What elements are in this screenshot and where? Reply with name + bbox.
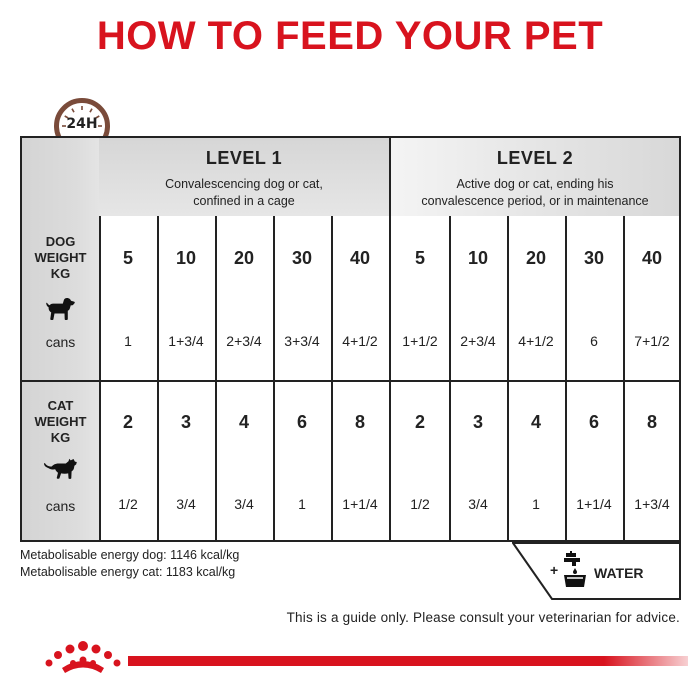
cat-weight-cell: 6 bbox=[296, 412, 307, 432]
cat-cans-label: cans bbox=[45, 498, 76, 514]
cat-weight-cell: 3 bbox=[180, 412, 191, 432]
cat-weight-cell: 8 bbox=[646, 412, 657, 432]
dog-weight-cell: 5 bbox=[122, 248, 133, 268]
energy-cat-text: Metabolisable energy cat: 1183 kcal/kg bbox=[20, 565, 236, 579]
water-tap-bowl-icon bbox=[562, 551, 588, 589]
dog-weight-cell: 30 bbox=[583, 248, 605, 268]
level-1-title: LEVEL 1 bbox=[205, 148, 283, 168]
cat-cans-cell: 1+1/4 bbox=[342, 496, 378, 512]
dog-cans-cell: 1 bbox=[124, 333, 132, 349]
dog-weight-cell: 10 bbox=[467, 248, 489, 268]
cat-cans-cell: 1 bbox=[298, 496, 306, 512]
cat-cans-cell: 1+3/4 bbox=[634, 496, 670, 512]
dog-weight-label: DOG WEIGHT KG bbox=[34, 234, 87, 281]
cat-weight-cell: 4 bbox=[238, 412, 249, 432]
dog-cans-cell: 2+3/4 bbox=[460, 333, 496, 349]
badge-24h-label: 24H bbox=[66, 116, 98, 132]
cat-weight-cell: 8 bbox=[354, 412, 365, 432]
dog-weight-cell: 20 bbox=[525, 248, 547, 268]
cat-weight-cell: 4 bbox=[530, 412, 541, 432]
dog-cans-cell: 2+3/4 bbox=[226, 333, 262, 349]
dog-cans-cell: 7+1/2 bbox=[634, 333, 670, 349]
dog-weight-cell: 20 bbox=[233, 248, 255, 268]
row-divider bbox=[22, 380, 679, 382]
dog-weight-cell: 40 bbox=[349, 248, 371, 268]
cat-weight-cell: 6 bbox=[588, 412, 599, 432]
level-1-subtitle: Convalescencing dog or cat, confined in a cage bbox=[165, 177, 323, 208]
cat-cans-cell: 1/2 bbox=[118, 496, 138, 512]
cat-cans-cell: 3/4 bbox=[468, 496, 488, 512]
dog-weight-cell: 10 bbox=[175, 248, 197, 268]
feeding-table bbox=[20, 136, 681, 542]
dog-cans-cell: 3+3/4 bbox=[284, 333, 320, 349]
level-2-title: LEVEL 2 bbox=[496, 148, 574, 168]
cat-icon bbox=[42, 458, 78, 480]
cat-weight-cell: 3 bbox=[472, 412, 483, 432]
cat-cans-cell: 1 bbox=[532, 496, 540, 512]
cat-weight-cell: 2 bbox=[122, 412, 133, 432]
disclaimer-text: This is a guide only. Please consult your veterinarian for advice. bbox=[286, 610, 680, 625]
cat-cans-cell: 1/2 bbox=[410, 496, 430, 512]
water-plus-sign: + bbox=[550, 562, 559, 578]
dog-cans-cell: 4+1/2 bbox=[342, 333, 378, 349]
cat-cans-cell: 3/4 bbox=[234, 496, 254, 512]
dog-weight-cell: 40 bbox=[641, 248, 663, 268]
energy-dog-text: Metabolisable energy dog: 1146 kcal/kg bbox=[20, 548, 240, 562]
level-2-header bbox=[391, 138, 679, 216]
royal-canin-crown-icon bbox=[44, 640, 122, 680]
dog-weight-cell: 30 bbox=[291, 248, 313, 268]
brand-red-bar bbox=[128, 656, 688, 666]
level-1-header bbox=[99, 138, 389, 216]
dog-cans-cell: 1+3/4 bbox=[168, 333, 204, 349]
cat-weight-label: CAT WEIGHT KG bbox=[34, 398, 87, 445]
dog-icon bbox=[45, 296, 77, 324]
cat-weight-cell: 2 bbox=[414, 412, 425, 432]
dog-cans-cell: 6 bbox=[590, 333, 598, 349]
page-title: HOW TO FEED YOUR PET bbox=[96, 14, 604, 58]
dog-weight-cell: 5 bbox=[414, 248, 425, 268]
water-label: WATER bbox=[594, 565, 644, 581]
level-2-subtitle: Active dog or cat, ending his convalescence period, or in maintenance bbox=[421, 177, 649, 208]
dog-cans-label: cans bbox=[45, 334, 76, 350]
dog-cans-cell: 4+1/2 bbox=[518, 333, 554, 349]
cat-cans-cell: 3/4 bbox=[176, 496, 196, 512]
dog-cans-cell: 1+1/2 bbox=[402, 333, 438, 349]
cat-cans-cell: 1+1/4 bbox=[576, 496, 612, 512]
